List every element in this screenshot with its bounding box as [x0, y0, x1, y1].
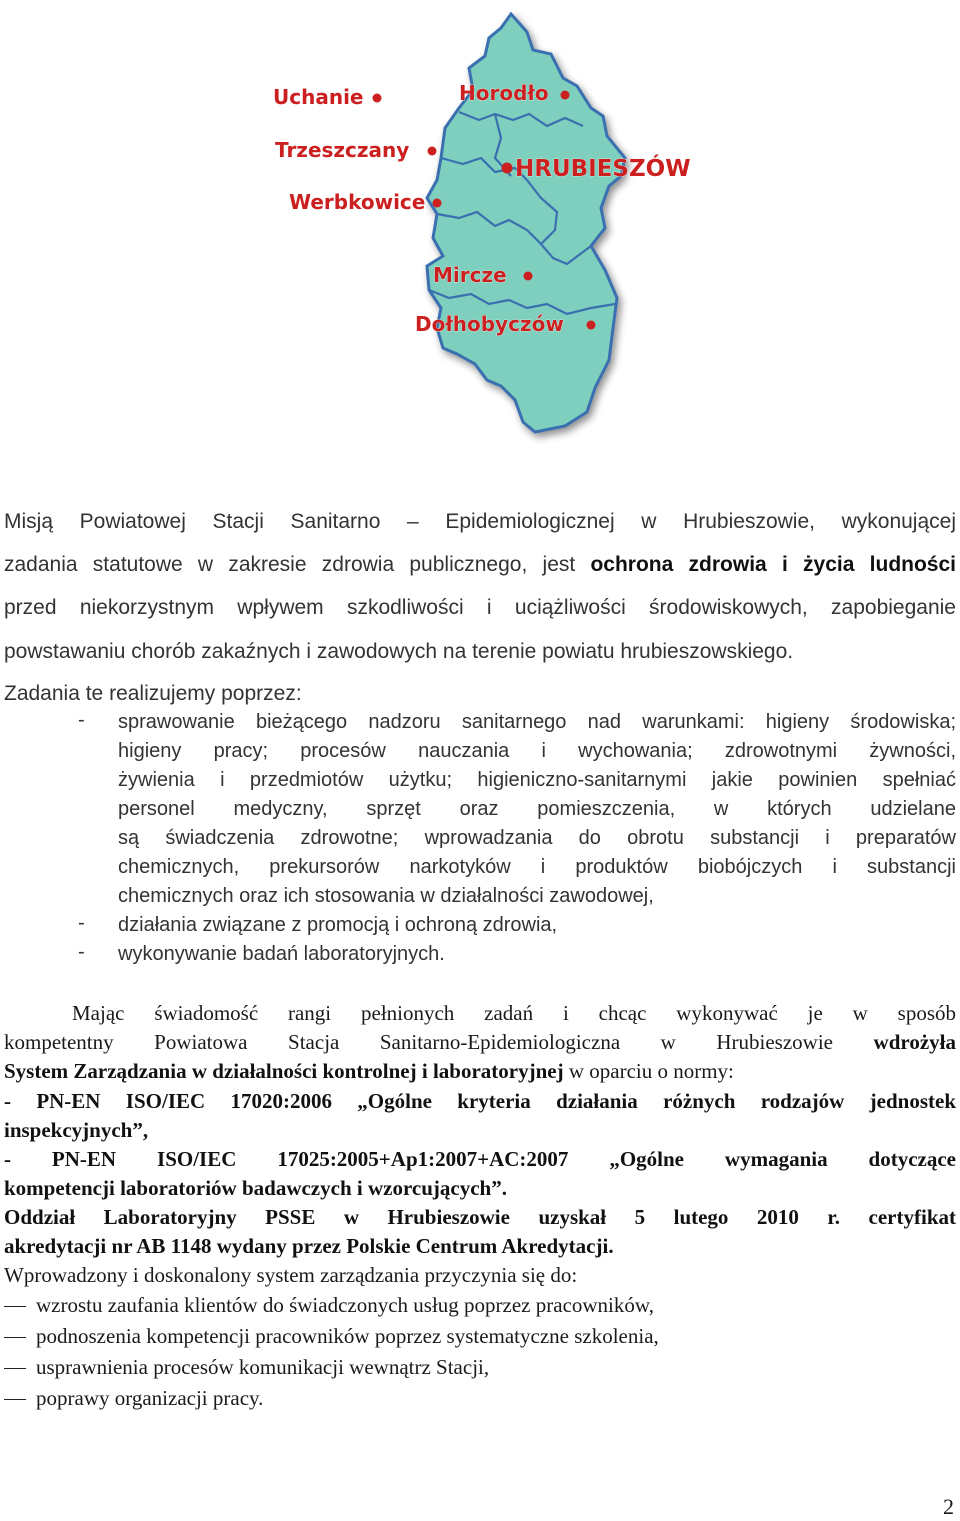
town-marker: [524, 272, 533, 281]
town-marker: [502, 163, 513, 174]
benefit-item: wzrostu zaufania klientów do świadczonych usług poprzez pracowników,: [36, 1293, 654, 1317]
system-line-2: kompetentny Powiatowa Stacja Sanitarno-Epidemiologiczna w Hrubieszowie wdrożyła: [4, 1030, 956, 1054]
standard-17025: - PN-EN ISO/IEC 17025:2005+Ap1:2007+AC:2007 „Ogólne wymagania dotyczące: [4, 1147, 956, 1171]
benefits-intro: Wprowadzony i doskonalony system zarządzania przyczynia się do:: [4, 1263, 578, 1287]
intro-line-4: powstawaniu chorób zakaźnych i zawodowych na terenie powiatu hrubieszowskiego.: [4, 640, 794, 663]
benefit-item: podnoszenia kompetencji pracowników poprzez systematyczne szkolenia,: [36, 1324, 659, 1348]
accreditation-line-2: akredytacji nr AB 1148 wydany przez Polskie Centrum Akredytacji.: [4, 1234, 614, 1258]
town-label-werbkowice: Werbkowice: [289, 190, 426, 214]
town-marker: [561, 91, 570, 100]
task-item-1-line: chemicznych, prekursorów narkotyków i produktów biobójczych i substancji: [118, 856, 956, 878]
map-graphic: [265, 8, 695, 448]
standard-17020: - PN-EN ISO/IEC 17020:2006 „Ogólne kryteria działania różnych rodzajów jednostek: [4, 1089, 956, 1113]
task-item-1-line: higieny pracy; procesów nauczania i wychowania; zdrowotnymi żywności,: [118, 740, 956, 762]
bullet-dash: [4, 1337, 26, 1338]
bullet-dash: [4, 1306, 26, 1307]
task-item-2: działania związane z promocją i ochroną zdrowia,: [118, 914, 558, 936]
list-dash: -: [78, 709, 85, 731]
system-line-3: System Zarządzania w działalności kontrolnej i laboratoryjnej w oparciu o normy:: [4, 1059, 734, 1083]
town-marker: [373, 94, 382, 103]
tasks-heading: Zadania te realizujemy poprzez:: [4, 682, 302, 705]
intro-line-1: Misją Powiatowej Stacji Sanitarno – Epidemiologicznej w Hrubieszowie, wykonującej: [4, 510, 956, 533]
town-label-horodlo: Horodło: [459, 81, 549, 105]
town-label-trzeszczany: Trzeszczany: [275, 138, 410, 162]
intro-line-2: zadania statutowe w zakresie zdrowia publicznego, jest ochrona zdrowia i życia ludności: [4, 553, 956, 576]
task-item-1-line: żywienia i przedmiotów użytku; higieniczno-sanitarnymi jakie powinien spełniać: [118, 769, 956, 791]
town-label-uchanie: Uchanie: [273, 85, 364, 109]
bullet-dash: [4, 1368, 26, 1369]
town-label-hrubieszow: HRUBIESZÓW: [515, 156, 691, 182]
bullet-dash: [4, 1399, 26, 1400]
task-item-1-line: sprawowanie bieżącego nadzoru sanitarnego nad warunkami: higieny środowiska;: [118, 711, 956, 733]
list-dash: -: [78, 912, 85, 934]
town-label-mircze: Mircze: [433, 263, 507, 287]
town-marker: [428, 147, 437, 156]
page-number: 2: [943, 1494, 954, 1519]
town-marker: [433, 199, 442, 208]
county-outline: [427, 14, 625, 432]
intro-line-3: przed niekorzystnym wpływem szkodliwości i uciążliwości środowiskowych, zapobieganie: [4, 596, 956, 619]
task-item-1-line: personel medyczny, sprzęt oraz pomieszczenia, w których udzielane: [118, 798, 956, 820]
list-dash: -: [78, 941, 85, 963]
task-item-1: [118, 708, 956, 911]
intro-emphasis: ochrona zdrowia i życia ludności: [590, 553, 956, 576]
town-label-dolhobyczow: Dołhobyczów: [415, 312, 564, 336]
system-line-1: Mając świadomość rangi pełnionych zadań i chcąc wykonywać je w sposób: [72, 1001, 956, 1025]
town-marker: [587, 321, 596, 330]
task-item-1-line: chemicznych oraz ich stosowania w działalności zawodowej,: [118, 885, 654, 907]
standard-17025-cont: kompetencji laboratoriów badawczych i wzorcujących”.: [4, 1176, 507, 1200]
benefit-item: poprawy organizacji pracy.: [36, 1386, 264, 1410]
accreditation-line-1: Oddział Laboratoryjny PSSE w Hrubieszowie uzyskał 5 lutego 2010 r. certyfikat: [4, 1205, 956, 1229]
standard-17020-cont: inspekcyjnych”,: [4, 1118, 149, 1142]
task-item-1-line: są świadczenia zdrowotne; wprowadzania do obrotu substancji i preparatów: [118, 827, 956, 849]
task-item-3: wykonywanie badań laboratoryjnych.: [118, 943, 445, 965]
county-map: [265, 8, 695, 448]
benefit-item: usprawnienia procesów komunikacji wewnątrz Stacji,: [36, 1355, 490, 1379]
